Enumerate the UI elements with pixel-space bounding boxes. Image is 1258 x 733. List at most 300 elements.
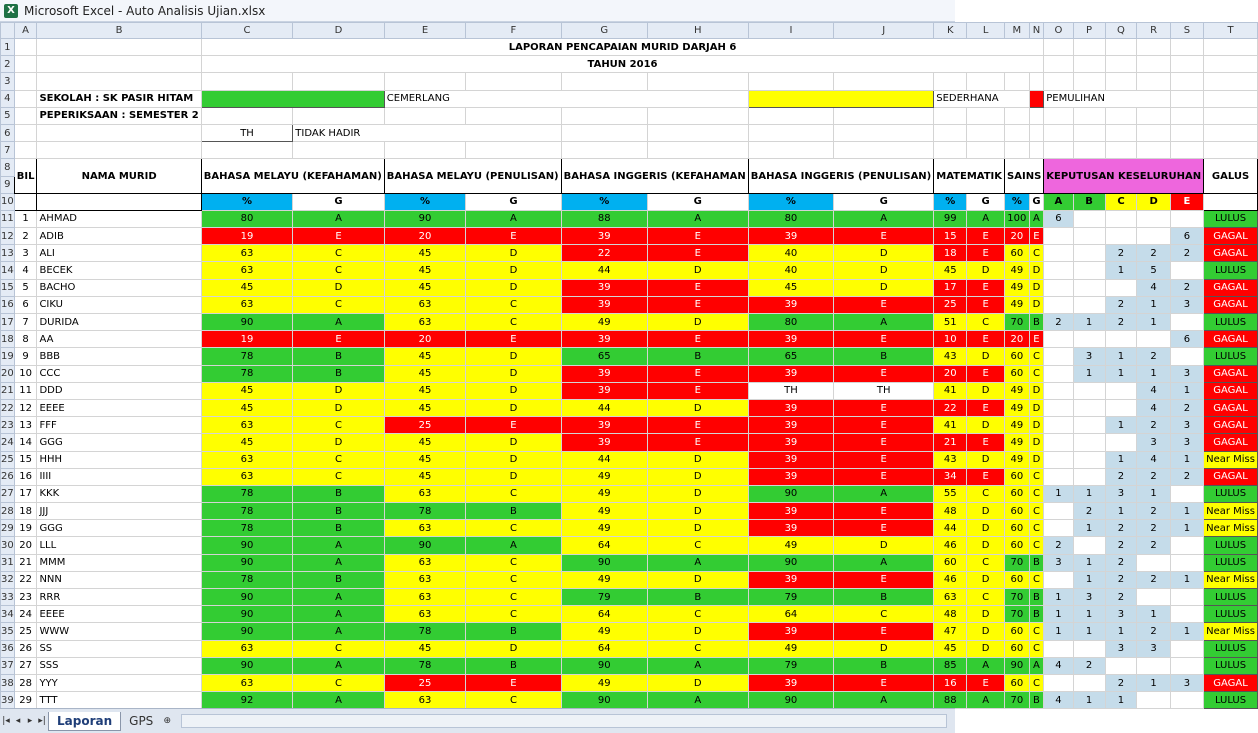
keputusan-count[interactable]: [1105, 279, 1137, 296]
score-grade[interactable]: D: [967, 571, 1005, 588]
row-header[interactable]: 2: [1, 56, 15, 73]
score-grade[interactable]: D: [466, 279, 561, 296]
student-name[interactable]: TTT: [37, 692, 201, 709]
score-grade[interactable]: D: [967, 520, 1005, 537]
score-pct[interactable]: 49: [1005, 434, 1030, 451]
score-pct[interactable]: 49: [561, 623, 647, 640]
score-grade[interactable]: D: [293, 382, 385, 399]
keputusan-count[interactable]: [1044, 348, 1073, 365]
score-pct[interactable]: 70: [1005, 314, 1030, 331]
column-header-d[interactable]: D: [293, 23, 385, 39]
cell[interactable]: [834, 73, 934, 90]
cell[interactable]: [293, 73, 385, 90]
keputusan-count[interactable]: [1044, 640, 1073, 657]
cell[interactable]: [1005, 107, 1030, 124]
student-name[interactable]: DDD: [37, 382, 201, 399]
row-header[interactable]: 36: [1, 640, 15, 657]
score-grade[interactable]: E: [647, 245, 748, 262]
score-grade[interactable]: A: [466, 210, 561, 227]
score-grade[interactable]: B: [293, 520, 385, 537]
row-header[interactable]: 18: [1, 331, 15, 348]
student-name[interactable]: IIII: [37, 468, 201, 485]
cell[interactable]: [1105, 73, 1137, 90]
score-pct[interactable]: 63: [384, 485, 465, 502]
score-pct[interactable]: 80: [201, 210, 292, 227]
student-name[interactable]: AHMAD: [37, 210, 201, 227]
galus-result[interactable]: GAGAL: [1204, 417, 1258, 434]
score-pct[interactable]: 49: [1005, 262, 1030, 279]
score-grade[interactable]: E: [647, 296, 748, 313]
score-grade[interactable]: E: [834, 571, 934, 588]
score-pct[interactable]: 49: [561, 571, 647, 588]
score-pct[interactable]: 70: [1005, 589, 1030, 606]
score-pct[interactable]: 49: [561, 674, 647, 691]
keputusan-count[interactable]: [1105, 382, 1137, 399]
keputusan-count[interactable]: 2: [1137, 417, 1170, 434]
keputusan-count[interactable]: 3: [1170, 674, 1203, 691]
column-header-a[interactable]: A: [14, 23, 37, 39]
cell[interactable]: [647, 142, 748, 159]
keputusan-count[interactable]: [1170, 589, 1203, 606]
score-grade[interactable]: E: [834, 468, 934, 485]
keputusan-count[interactable]: [1073, 296, 1105, 313]
keputusan-count[interactable]: [1044, 674, 1073, 691]
keputusan-count[interactable]: [1044, 279, 1073, 296]
student-name[interactable]: AA: [37, 331, 201, 348]
score-grade[interactable]: E: [834, 451, 934, 468]
score-grade[interactable]: C: [647, 640, 748, 657]
cell[interactable]: [748, 107, 833, 124]
score-pct[interactable]: 20: [384, 228, 465, 245]
keputusan-count[interactable]: 4: [1044, 657, 1073, 674]
score-pct[interactable]: 60: [1005, 245, 1030, 262]
score-pct[interactable]: 65: [748, 348, 833, 365]
first-sheet-icon[interactable]: |◂: [2, 716, 10, 726]
keputusan-count[interactable]: 1: [1044, 623, 1073, 640]
student-bil[interactable]: 5: [14, 279, 37, 296]
score-pct[interactable]: 49: [561, 314, 647, 331]
student-bil[interactable]: 1: [14, 210, 37, 227]
keputusan-count[interactable]: [1170, 485, 1203, 502]
keputusan-count[interactable]: 1: [1170, 520, 1203, 537]
sheet-tab-gps[interactable]: GPS: [129, 714, 154, 728]
keputusan-count[interactable]: 3: [1073, 589, 1105, 606]
score-grade[interactable]: A: [1029, 210, 1044, 227]
score-grade[interactable]: D: [647, 451, 748, 468]
keputusan-count[interactable]: 2: [1105, 589, 1137, 606]
student-bil[interactable]: 26: [14, 640, 37, 657]
student-bil[interactable]: 13: [14, 417, 37, 434]
keputusan-count[interactable]: 1: [1170, 382, 1203, 399]
keputusan-count[interactable]: 6: [1170, 331, 1203, 348]
score-grade[interactable]: C: [1029, 485, 1044, 502]
score-pct[interactable]: 90: [1005, 657, 1030, 674]
score-pct[interactable]: 39: [748, 623, 833, 640]
row-header[interactable]: 12: [1, 228, 15, 245]
keputusan-count[interactable]: 1: [1170, 451, 1203, 468]
score-grade[interactable]: C: [1029, 503, 1044, 520]
row-header[interactable]: 37: [1, 657, 15, 674]
score-pct[interactable]: 90: [201, 537, 292, 554]
student-bil[interactable]: 23: [14, 589, 37, 606]
score-pct[interactable]: 90: [384, 537, 465, 554]
score-pct[interactable]: 63: [384, 606, 465, 623]
score-grade[interactable]: C: [967, 589, 1005, 606]
score-pct[interactable]: 45: [201, 279, 292, 296]
score-grade[interactable]: D: [1029, 382, 1044, 399]
keputusan-count[interactable]: 3: [1137, 434, 1170, 451]
score-grade[interactable]: B: [293, 348, 385, 365]
student-name[interactable]: SSS: [37, 657, 201, 674]
galus-result[interactable]: Near Miss: [1204, 520, 1258, 537]
student-bil[interactable]: 27: [14, 657, 37, 674]
score-pct[interactable]: 39: [748, 228, 833, 245]
score-pct[interactable]: 90: [748, 485, 833, 502]
score-grade[interactable]: A: [967, 210, 1005, 227]
keputusan-count[interactable]: 2: [1137, 245, 1170, 262]
score-grade[interactable]: C: [834, 606, 934, 623]
cell[interactable]: [647, 73, 748, 90]
keputusan-count[interactable]: 2: [1137, 468, 1170, 485]
keputusan-count[interactable]: 1: [1105, 451, 1137, 468]
score-pct[interactable]: 45: [384, 640, 465, 657]
score-pct[interactable]: 90: [201, 657, 292, 674]
score-grade[interactable]: C: [1029, 571, 1044, 588]
cell[interactable]: [1044, 142, 1073, 159]
column-header-o[interactable]: O: [1044, 23, 1073, 39]
cell[interactable]: [1204, 107, 1258, 124]
keputusan-count[interactable]: [1073, 640, 1105, 657]
column-header-k[interactable]: K: [934, 23, 967, 39]
score-grade[interactable]: D: [834, 279, 934, 296]
student-bil[interactable]: 12: [14, 399, 37, 416]
score-pct[interactable]: 48: [934, 606, 967, 623]
student-bil[interactable]: 25: [14, 623, 37, 640]
score-grade[interactable]: E: [647, 279, 748, 296]
keputusan-count[interactable]: 3: [1105, 606, 1137, 623]
score-pct[interactable]: 60: [1005, 674, 1030, 691]
keputusan-count[interactable]: [1073, 262, 1105, 279]
score-pct[interactable]: 25: [384, 417, 465, 434]
score-pct[interactable]: 17: [934, 279, 967, 296]
score-grade[interactable]: E: [834, 228, 934, 245]
row-header[interactable]: 17: [1, 314, 15, 331]
student-name[interactable]: BACHO: [37, 279, 201, 296]
score-grade[interactable]: C: [647, 606, 748, 623]
cell[interactable]: [1105, 124, 1137, 141]
score-grade[interactable]: A: [293, 657, 385, 674]
score-grade[interactable]: B: [834, 348, 934, 365]
galus-result[interactable]: GAGAL: [1204, 245, 1258, 262]
keputusan-count[interactable]: 3: [1170, 417, 1203, 434]
score-pct[interactable]: 60: [1005, 520, 1030, 537]
keputusan-count[interactable]: [1044, 228, 1073, 245]
score-pct[interactable]: 20: [1005, 228, 1030, 245]
keputusan-count[interactable]: 2: [1105, 537, 1137, 554]
keputusan-count[interactable]: 2: [1137, 537, 1170, 554]
column-header-g[interactable]: G: [561, 23, 647, 39]
cell[interactable]: [293, 142, 385, 159]
score-grade[interactable]: A: [293, 606, 385, 623]
student-name[interactable]: RRR: [37, 589, 201, 606]
score-grade[interactable]: D: [834, 537, 934, 554]
score-pct[interactable]: 46: [934, 537, 967, 554]
cell[interactable]: [14, 73, 37, 90]
score-pct[interactable]: 39: [748, 571, 833, 588]
keputusan-count[interactable]: [1044, 503, 1073, 520]
student-bil[interactable]: 15: [14, 451, 37, 468]
score-grade[interactable]: B: [834, 657, 934, 674]
score-pct[interactable]: 79: [748, 589, 833, 606]
keputusan-count[interactable]: 2: [1170, 468, 1203, 485]
keputusan-count[interactable]: [1170, 657, 1203, 674]
row-header[interactable]: 34: [1, 606, 15, 623]
score-grade[interactable]: D: [1029, 451, 1044, 468]
row-header[interactable]: 29: [1, 520, 15, 537]
score-grade[interactable]: D: [967, 640, 1005, 657]
score-pct[interactable]: 70: [1005, 554, 1030, 571]
score-grade[interactable]: D: [647, 674, 748, 691]
horizontal-scrollbar[interactable]: [181, 714, 947, 728]
score-pct[interactable]: 78: [384, 623, 465, 640]
score-grade[interactable]: D: [466, 451, 561, 468]
keputusan-count[interactable]: [1073, 434, 1105, 451]
score-pct[interactable]: 39: [561, 365, 647, 382]
score-pct[interactable]: 80: [748, 314, 833, 331]
keputusan-count[interactable]: 2: [1105, 571, 1137, 588]
keputusan-count[interactable]: 1: [1137, 606, 1170, 623]
score-grade[interactable]: A: [834, 692, 934, 709]
keputusan-count[interactable]: 1: [1105, 417, 1137, 434]
score-pct[interactable]: 40: [748, 262, 833, 279]
student-bil[interactable]: 8: [14, 331, 37, 348]
cell[interactable]: [14, 142, 37, 159]
score-grade[interactable]: E: [834, 520, 934, 537]
spreadsheet-grid[interactable]: [0, 22, 1258, 709]
score-pct[interactable]: 90: [201, 589, 292, 606]
keputusan-count[interactable]: 2: [1105, 245, 1137, 262]
cell[interactable]: [1005, 73, 1030, 90]
score-pct[interactable]: 16: [934, 674, 967, 691]
score-grade[interactable]: C: [293, 640, 385, 657]
student-bil[interactable]: 22: [14, 571, 37, 588]
score-pct[interactable]: 20: [1005, 331, 1030, 348]
keputusan-count[interactable]: [1170, 606, 1203, 623]
keputusan-count[interactable]: 3: [1105, 640, 1137, 657]
galus-result[interactable]: LULUS: [1204, 554, 1258, 571]
score-pct[interactable]: 49: [561, 485, 647, 502]
score-pct[interactable]: 63: [201, 262, 292, 279]
score-pct[interactable]: 39: [748, 434, 833, 451]
score-grade[interactable]: E: [647, 434, 748, 451]
score-pct[interactable]: 63: [201, 640, 292, 657]
score-pct[interactable]: 85: [934, 657, 967, 674]
score-grade[interactable]: D: [293, 279, 385, 296]
score-pct[interactable]: 34: [934, 468, 967, 485]
score-pct[interactable]: 39: [561, 279, 647, 296]
score-grade[interactable]: D: [834, 245, 934, 262]
cell[interactable]: [748, 124, 833, 141]
keputusan-count[interactable]: 2: [1044, 537, 1073, 554]
score-grade[interactable]: E: [647, 417, 748, 434]
score-pct[interactable]: 39: [748, 296, 833, 313]
score-grade[interactable]: E: [967, 296, 1005, 313]
score-grade[interactable]: C: [466, 589, 561, 606]
score-grade[interactable]: C: [647, 537, 748, 554]
score-grade[interactable]: E: [834, 331, 934, 348]
keputusan-count[interactable]: [1137, 692, 1170, 709]
cell[interactable]: [1204, 39, 1258, 56]
score-grade[interactable]: E: [1029, 331, 1044, 348]
score-pct[interactable]: 39: [748, 503, 833, 520]
cell[interactable]: [1105, 39, 1137, 56]
score-pct[interactable]: 39: [748, 399, 833, 416]
row-header[interactable]: 11: [1, 210, 15, 227]
keputusan-count[interactable]: [1105, 210, 1137, 227]
cell[interactable]: [1170, 56, 1203, 73]
cell[interactable]: [1044, 73, 1073, 90]
keputusan-count[interactable]: [1073, 245, 1105, 262]
student-name[interactable]: SS: [37, 640, 201, 657]
score-grade[interactable]: E: [1029, 228, 1044, 245]
score-grade[interactable]: D: [967, 382, 1005, 399]
keputusan-count[interactable]: 3: [1105, 485, 1137, 502]
score-grade[interactable]: E: [293, 228, 385, 245]
keputusan-count[interactable]: 2: [1170, 245, 1203, 262]
cell[interactable]: [1204, 142, 1258, 159]
score-grade[interactable]: E: [967, 399, 1005, 416]
score-grade[interactable]: C: [1029, 674, 1044, 691]
score-grade[interactable]: A: [967, 657, 1005, 674]
score-pct[interactable]: 47: [934, 623, 967, 640]
score-pct[interactable]: 49: [561, 468, 647, 485]
galus-result[interactable]: GAGAL: [1204, 468, 1258, 485]
student-bil[interactable]: 3: [14, 245, 37, 262]
score-grade[interactable]: C: [1029, 520, 1044, 537]
score-pct[interactable]: 63: [201, 451, 292, 468]
keputusan-count[interactable]: 2: [1044, 314, 1073, 331]
keputusan-count[interactable]: 1: [1137, 365, 1170, 382]
score-pct[interactable]: 49: [1005, 382, 1030, 399]
score-grade[interactable]: E: [967, 331, 1005, 348]
score-pct[interactable]: 39: [561, 331, 647, 348]
galus-result[interactable]: LULUS: [1204, 262, 1258, 279]
keputusan-count[interactable]: [1073, 382, 1105, 399]
score-pct[interactable]: 45: [748, 279, 833, 296]
keputusan-count[interactable]: 2: [1137, 520, 1170, 537]
keputusan-count[interactable]: [1137, 657, 1170, 674]
cell[interactable]: [934, 142, 967, 159]
student-name[interactable]: CIKU: [37, 296, 201, 313]
score-pct[interactable]: 45: [201, 399, 292, 416]
keputusan-count[interactable]: [1137, 554, 1170, 571]
keputusan-count[interactable]: 2: [1105, 296, 1137, 313]
keputusan-count[interactable]: 2: [1073, 657, 1105, 674]
score-pct[interactable]: 60: [1005, 623, 1030, 640]
score-grade[interactable]: E: [466, 331, 561, 348]
cell[interactable]: [37, 56, 201, 73]
cell[interactable]: [201, 73, 292, 90]
keputusan-count[interactable]: 1: [1105, 348, 1137, 365]
score-pct[interactable]: 25: [384, 674, 465, 691]
score-grade[interactable]: D: [466, 245, 561, 262]
score-grade[interactable]: D: [967, 623, 1005, 640]
score-grade[interactable]: E: [967, 674, 1005, 691]
student-bil[interactable]: 19: [14, 520, 37, 537]
keputusan-count[interactable]: 2: [1105, 554, 1137, 571]
score-grade[interactable]: E: [967, 434, 1005, 451]
score-grade[interactable]: E: [967, 228, 1005, 245]
cell[interactable]: [466, 142, 561, 159]
column-header-c[interactable]: C: [201, 23, 292, 39]
keputusan-count[interactable]: 3: [1170, 365, 1203, 382]
keputusan-count[interactable]: [1044, 417, 1073, 434]
keputusan-count[interactable]: [1105, 399, 1137, 416]
score-grade[interactable]: C: [466, 485, 561, 502]
score-grade[interactable]: A: [293, 210, 385, 227]
score-pct[interactable]: 45: [384, 279, 465, 296]
student-name[interactable]: DURIDA: [37, 314, 201, 331]
score-pct[interactable]: 92: [201, 692, 292, 709]
score-pct[interactable]: 63: [384, 554, 465, 571]
cell[interactable]: [1044, 39, 1073, 56]
score-grade[interactable]: D: [647, 520, 748, 537]
score-pct[interactable]: 63: [384, 520, 465, 537]
score-grade[interactable]: D: [293, 399, 385, 416]
score-pct[interactable]: 45: [384, 399, 465, 416]
cell[interactable]: [293, 107, 385, 124]
student-bil[interactable]: 24: [14, 606, 37, 623]
score-pct[interactable]: 49: [748, 640, 833, 657]
score-grade[interactable]: C: [967, 485, 1005, 502]
cell[interactable]: [1170, 107, 1203, 124]
score-pct[interactable]: 79: [748, 657, 833, 674]
column-header-l[interactable]: L: [967, 23, 1005, 39]
score-grade[interactable]: E: [466, 228, 561, 245]
score-grade[interactable]: D: [1029, 399, 1044, 416]
keputusan-count[interactable]: 6: [1044, 210, 1073, 227]
galus-result[interactable]: GAGAL: [1204, 296, 1258, 313]
student-name[interactable]: FFF: [37, 417, 201, 434]
keputusan-count[interactable]: [1137, 589, 1170, 606]
score-grade[interactable]: C: [466, 554, 561, 571]
student-bil[interactable]: 9: [14, 348, 37, 365]
sheet-tab-laporan[interactable]: Laporan: [48, 712, 121, 731]
score-grade[interactable]: B: [647, 348, 748, 365]
score-grade[interactable]: E: [967, 279, 1005, 296]
row-header[interactable]: 21: [1, 382, 15, 399]
row-header[interactable]: 14: [1, 262, 15, 279]
score-pct[interactable]: 40: [748, 245, 833, 262]
cell[interactable]: [1073, 73, 1105, 90]
student-name[interactable]: EEEE: [37, 399, 201, 416]
keputusan-count[interactable]: 1: [1044, 606, 1073, 623]
cell[interactable]: [561, 73, 647, 90]
score-grade[interactable]: B: [293, 485, 385, 502]
cell[interactable]: [1029, 107, 1044, 124]
score-pct[interactable]: 55: [934, 485, 967, 502]
keputusan-count[interactable]: [1073, 674, 1105, 691]
score-grade[interactable]: D: [967, 537, 1005, 554]
galus-result[interactable]: LULUS: [1204, 348, 1258, 365]
galus-result[interactable]: LULUS: [1204, 210, 1258, 227]
score-pct[interactable]: 39: [748, 451, 833, 468]
galus-result[interactable]: GAGAL: [1204, 228, 1258, 245]
score-pct[interactable]: 63: [201, 417, 292, 434]
keputusan-count[interactable]: [1170, 210, 1203, 227]
score-grade[interactable]: D: [1029, 417, 1044, 434]
score-grade[interactable]: D: [647, 571, 748, 588]
